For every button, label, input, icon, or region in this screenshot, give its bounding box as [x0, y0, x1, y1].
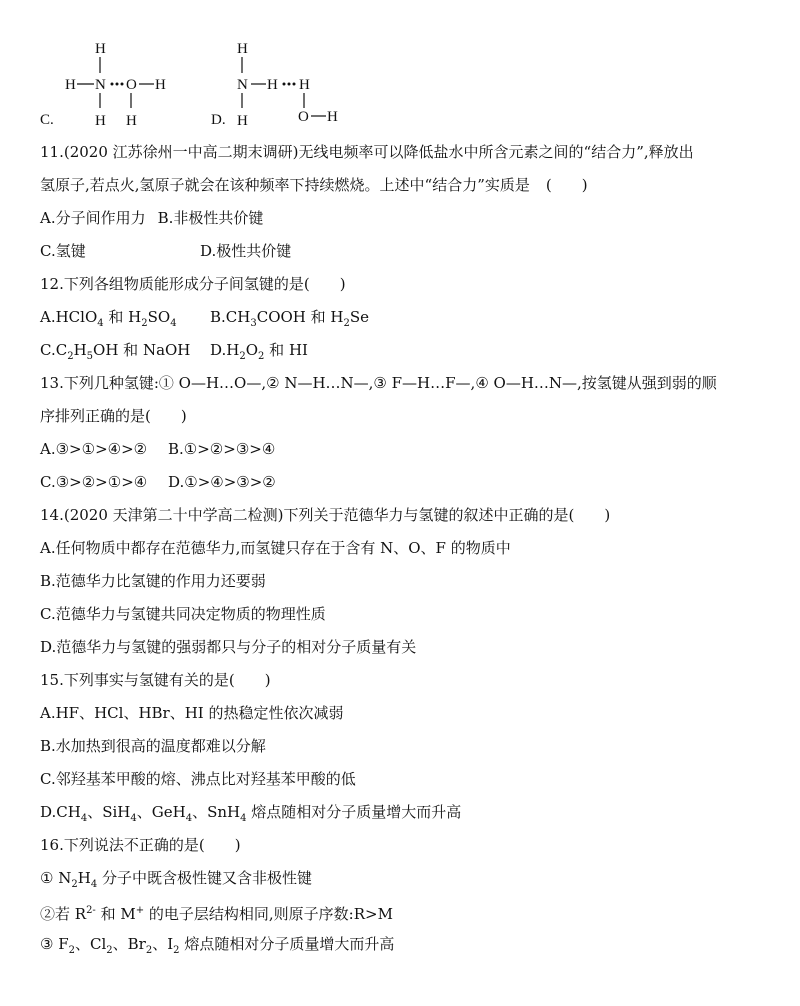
atom: H: [65, 77, 76, 93]
q14-line1: [40, 505, 610, 525]
option-c-label: C.: [40, 112, 54, 128]
q11-number: 11.: [40, 143, 64, 161]
q12-option-a: A.HClO$_4$ 和 $H_2SO_4$: [40, 308, 177, 329]
structure-d: [237, 41, 338, 129]
q13-option-b: B.①>②>③>④: [168, 440, 276, 458]
structure-c: [65, 41, 166, 129]
atom: N: [237, 77, 248, 93]
q11-option-a: A.分子间作用力: [40, 209, 146, 227]
q11-line2: [40, 175, 588, 195]
q11-source: 江苏徐州一中高二期末调研: [112, 143, 293, 161]
q15-option-d: $D.CH_4$、SiH$_4$、GeH$_4$、SnH$_4$ 熔点随相对分子质量增大而升高: [40, 803, 462, 824]
atom: O: [126, 77, 137, 93]
q14-option-a: A.任何物质中都存在范德华力,而氢键只存在于含有 N、O、F 的物质中: [40, 539, 511, 557]
q12-stem: 12.下列各组物质能形成分子间氢键的是( ): [40, 275, 346, 293]
q15-option-a: A.HF、HCl、HBr、HI 的热稳定性依次减弱: [40, 704, 344, 722]
q16-statement-2: ②若 $R^{2-}$ 和 M+ 的电子层结构相同,则原子序数:R>M: [40, 905, 393, 923]
q11-stem2: 氢原子,若点火,氢原子就会在该种频率下持续燃烧。上述中“结合力”实质是: [40, 176, 530, 194]
q11-src-open: (2020: [63, 143, 113, 161]
atom: N: [95, 77, 106, 93]
q13-option-c: C.③>②>①>④: [40, 473, 148, 491]
q12-option-b: $B.CH_3COOH$ 和 $H_2Se$: [210, 308, 370, 329]
q14-stem: 下列关于范德华力与氢键的叙述中正确的是( ): [283, 506, 611, 524]
q14-number: 14.: [40, 506, 64, 524]
atom: H: [126, 113, 137, 129]
q11-options-ab: [40, 208, 263, 228]
atom: H: [95, 41, 106, 57]
atom: H: [267, 77, 278, 93]
atom: H: [237, 113, 248, 129]
q11-src-close: ): [292, 143, 299, 161]
q15-option-b: B.水加热到很高的温度都难以分解: [40, 737, 266, 755]
q16-stem: 16.下列说法不正确的是( ): [40, 836, 241, 854]
q14-source: 天津第二十中学高二检测: [112, 506, 278, 524]
q11-option-c: C.氢键: [40, 242, 86, 260]
q11-line1: [40, 142, 694, 162]
atom: H: [237, 41, 248, 57]
q13-option-d: D.①>④>③>②: [168, 473, 276, 491]
q15-option-c: C.邻羟基苯甲酸的熔、沸点比对羟基苯甲酸的低: [40, 770, 356, 788]
q14-src-open: (2020: [63, 506, 113, 524]
atom: H: [299, 77, 310, 93]
q16-statement-3: ③ $F_2$、$Cl_2$、$Br_2$、$I_2$ 熔点随相对分子质量增大而升高: [40, 935, 395, 956]
atom: H: [95, 113, 106, 129]
q12-option-d: $D.H_2O_2$ 和 HI: [210, 341, 308, 362]
structure-svg: [30, 30, 450, 130]
q14-option-d: D.范德华力与氢键的强弱都只与分子的相对分子质量有关: [40, 638, 417, 656]
q13-stem1: 13.下列几种氢键:① O—H…O—,② N—H…N—,③ F—H…F—,④ O—H…N—,按氢键从强到弱的顺: [40, 374, 717, 392]
q14-option-c: C.范德华力与氢键共同决定物质的物理性质: [40, 605, 326, 623]
q14-option-b: B.范德华力比氢键的作用力还要弱: [40, 572, 266, 590]
q14-src-close: ): [277, 506, 284, 524]
q13-stem2: 序排列正确的是( ): [40, 407, 187, 425]
option-d-label: D.: [211, 112, 226, 128]
q11-option-b: B.非极性共价键: [157, 209, 264, 227]
q15-stem: 15.下列事实与氢键有关的是( ): [40, 671, 271, 689]
atom: H: [327, 109, 338, 125]
q11-option-d: D.极性共价键: [200, 242, 292, 260]
q11-paren: ( ): [545, 176, 588, 194]
q12-option-c: $C.C_2H_5OH$ 和 NaOH: [40, 341, 191, 362]
atom: H: [155, 77, 166, 93]
structure-formulas: [30, 30, 450, 130]
atom: O: [298, 109, 309, 125]
q13-option-a: A.③>①>④>②: [40, 440, 148, 458]
q11-stem1: 无线电频率可以降低盐水中所含元素之间的“结合力”,释放出: [298, 143, 694, 161]
q16-statement-1: ① $N_2H_4$ 分子中既含极性键又含非极性键: [40, 869, 312, 890]
